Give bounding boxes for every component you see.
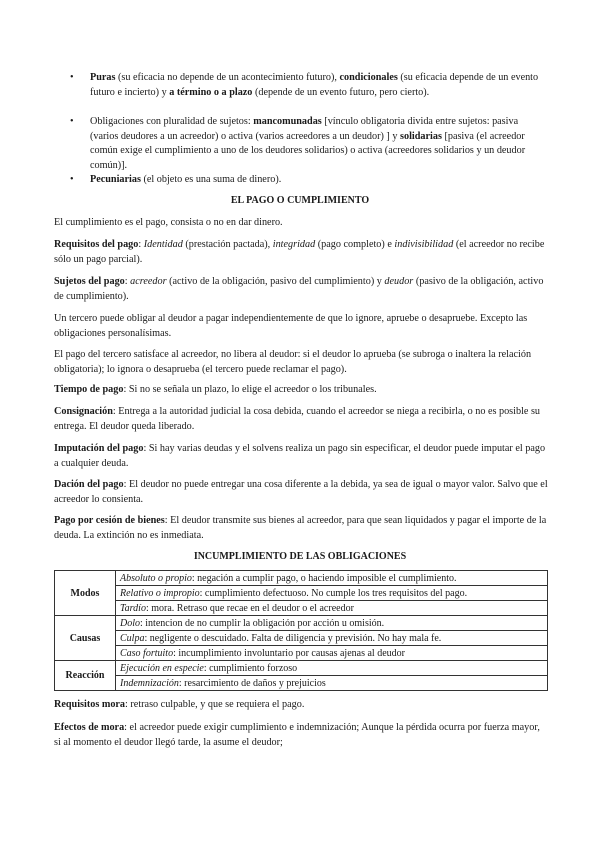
paragraph-requisitos bbox=[54, 238, 548, 267]
text: (su eficacia depende de un evento futuro e incierto) y bbox=[90, 72, 539, 98]
paragraph-requisitos-mora bbox=[54, 698, 548, 713]
label: Requisitos del pago bbox=[54, 239, 139, 250]
term: Absoluto o propio bbox=[120, 572, 192, 584]
term-plazo: a término o a plazo bbox=[169, 86, 253, 98]
term-puras: Puras bbox=[90, 72, 116, 83]
text: : Si hay varias deudas y el solvens realiza un pago sin especificar, el deudor puede imputar el pago a cualquier deuda. bbox=[54, 443, 546, 469]
text: : el acreedor puede exigir cumplimiento e indemnización; Aunque la pérdida ocurra por fuerza mayor, si al momento el deudor llegó tarde, la asume el deudor; bbox=[54, 722, 540, 748]
text: : El deudor no puede entregar una cosa diferente a la debida, ya sea de igual o mayor valor. Salvo que el acreedor lo consienta. bbox=[54, 479, 548, 505]
paragraph-sujetos bbox=[54, 275, 548, 304]
text: : intencion de no cumplir la obligación por acción u omisión. bbox=[140, 617, 385, 629]
term-pecuniarias: Pecuniarias bbox=[90, 174, 141, 185]
table-cell bbox=[116, 631, 548, 646]
term: Tardío bbox=[120, 602, 146, 614]
bullet-icon: • bbox=[70, 174, 74, 185]
label: Sujetos del pago bbox=[54, 276, 125, 287]
text: (el acreedor no recibe sólo un pago parcial). bbox=[54, 239, 545, 265]
text: : incumplimiento involuntario por causas ajenas al deudor bbox=[173, 647, 405, 659]
text: Obligaciones con pluralidad de sujetos: bbox=[90, 116, 254, 127]
table-row bbox=[55, 646, 548, 661]
term: Ejecución en especie bbox=[120, 662, 204, 674]
list-item bbox=[62, 71, 542, 115]
text: El cumplimiento es el pago, consista o no en dar dinero. bbox=[54, 217, 283, 228]
paragraph-dacion bbox=[54, 478, 548, 507]
text: : Si no se señala un plazo, lo elige el acreedor o los tribunales. bbox=[123, 384, 377, 395]
paragraph-tercero bbox=[54, 312, 548, 341]
text: : negligente o descuidado. Falta de diligencia y previsión. No hay mala fe. bbox=[144, 632, 442, 644]
text: (activo de la obligación, pasivo del cumplimiento) y bbox=[166, 276, 385, 287]
text: : Entrega a la autoridad judicial la cosa debida, cuando el acreedor se niega a recibirla, o no es posible su entrega. El deudor queda liberado. bbox=[54, 406, 541, 432]
list-item bbox=[62, 115, 542, 173]
paragraph-consignacion bbox=[54, 405, 548, 434]
table-cell bbox=[116, 616, 548, 631]
text: [pasiva (el acreedor común exige el cumplimiento a uno de los deudores solidarios) o activa (acreedores solidarios y un deudor común)]. bbox=[90, 130, 526, 171]
table-row bbox=[55, 616, 548, 631]
term: deudor bbox=[384, 276, 414, 287]
text: [vínculo obligatoria divida entre sujetos: pasiva (varios deudores a un acreedor) o activa (varios acreedores a un deudor) ] y bbox=[90, 116, 519, 142]
text: (el objeto es una suma de dinero). bbox=[140, 174, 282, 185]
text: : bbox=[124, 276, 131, 287]
term: integridad bbox=[272, 239, 316, 250]
list-item bbox=[62, 173, 542, 188]
category-cell: Causas bbox=[55, 616, 116, 661]
text: : cumplimiento defectuoso. No cumple los tres requisitos del pago. bbox=[199, 587, 468, 599]
text: (prestación pactada), bbox=[182, 239, 273, 250]
text: Un tercero puede obligar al deudor a pagar independientemente de que lo ignore, apruebe o desapruebe. Excepto las obligaciones personalísimas. bbox=[54, 313, 528, 339]
obligation-types-list bbox=[62, 71, 542, 188]
table-cell bbox=[116, 586, 548, 601]
text: : cumplimiento forzoso bbox=[203, 662, 298, 674]
term: Culpa bbox=[120, 632, 145, 644]
category-cell: Modos bbox=[55, 571, 116, 616]
term-condicionales: condicionales bbox=[339, 72, 398, 83]
term-solidarias: solidarias bbox=[400, 130, 442, 142]
paragraph-intro bbox=[54, 216, 548, 231]
label: Dación del pago bbox=[54, 479, 124, 490]
text: El pago del tercero satisface al acreedor, no libera al deudor: si el deudor lo aprueba (se subroga o inaltera la relación obligatoria); lo ignora o desaprueba (el tercero puede reclamar el pago). bbox=[54, 349, 532, 375]
table-cell bbox=[116, 661, 548, 676]
text: : bbox=[138, 239, 144, 250]
label: Requisitos mora bbox=[54, 699, 126, 710]
term: Relativo o impropio bbox=[120, 587, 200, 599]
table-cell bbox=[116, 676, 548, 691]
label: Imputación del pago bbox=[54, 443, 144, 454]
label: Consignación bbox=[54, 406, 113, 417]
text: : negación a cumplir pago, o haciendo imposible el cumplimiento. bbox=[191, 572, 457, 584]
table-row bbox=[55, 676, 548, 691]
paragraph-efectos-mora bbox=[54, 721, 548, 750]
term: Indemnización bbox=[120, 677, 179, 689]
bullet-icon: • bbox=[70, 72, 74, 83]
text: : mora. Retraso que recae en el deudor o el acreedor bbox=[145, 602, 354, 614]
text: : El deudor transmite sus bienes al acreedor, para que sean liquidados y pagar el importe de la deuda. La extinción no es inmediata. bbox=[54, 515, 547, 541]
text: (pago completo) e bbox=[315, 239, 395, 250]
term: Caso fortuito bbox=[120, 647, 174, 659]
text: (depende de un evento futuro, pero cierto). bbox=[252, 86, 430, 98]
table-row bbox=[55, 631, 548, 646]
incumplimiento-table bbox=[54, 570, 548, 691]
text: : resarcimiento de daños y prejuicios bbox=[178, 677, 326, 689]
bullet-icon: • bbox=[70, 116, 74, 127]
paragraph-tercero-2 bbox=[54, 348, 548, 377]
table-row bbox=[55, 571, 548, 586]
text: (pasivo de la obligación, activo de cumplimiento). bbox=[54, 276, 544, 302]
paragraph-cesion bbox=[54, 514, 548, 543]
label: Tiempo de pago bbox=[54, 384, 124, 395]
term-mancomunadas: mancomunadas bbox=[253, 116, 322, 127]
term: acreedor bbox=[130, 276, 167, 287]
term: indivisibilidad bbox=[394, 239, 454, 250]
paragraph-tiempo bbox=[54, 383, 548, 398]
paragraph-imputacion bbox=[54, 442, 548, 471]
table-cell bbox=[116, 646, 548, 661]
text: (su eficacia no depende de un acontecimiento futuro), bbox=[115, 72, 340, 83]
section-title-incumplimiento: INCUMPLIMIENTO DE LAS OBLIGACIONES bbox=[193, 551, 407, 562]
table-row bbox=[55, 601, 548, 616]
text: : retraso culpable, y que se requiera el pago. bbox=[125, 699, 305, 710]
label: Pago por cesión de bienes bbox=[54, 515, 165, 526]
table-cell bbox=[116, 571, 548, 586]
table-row bbox=[55, 586, 548, 601]
term: Dolo bbox=[120, 617, 140, 629]
category-cell: Reacción bbox=[55, 661, 116, 691]
section-title-pago: EL PAGO O CUMPLIMIENTO bbox=[230, 195, 370, 206]
label: Efectos de mora bbox=[54, 722, 125, 733]
table-row bbox=[55, 661, 548, 676]
term: Identidad bbox=[143, 239, 183, 250]
table-cell bbox=[116, 601, 548, 616]
